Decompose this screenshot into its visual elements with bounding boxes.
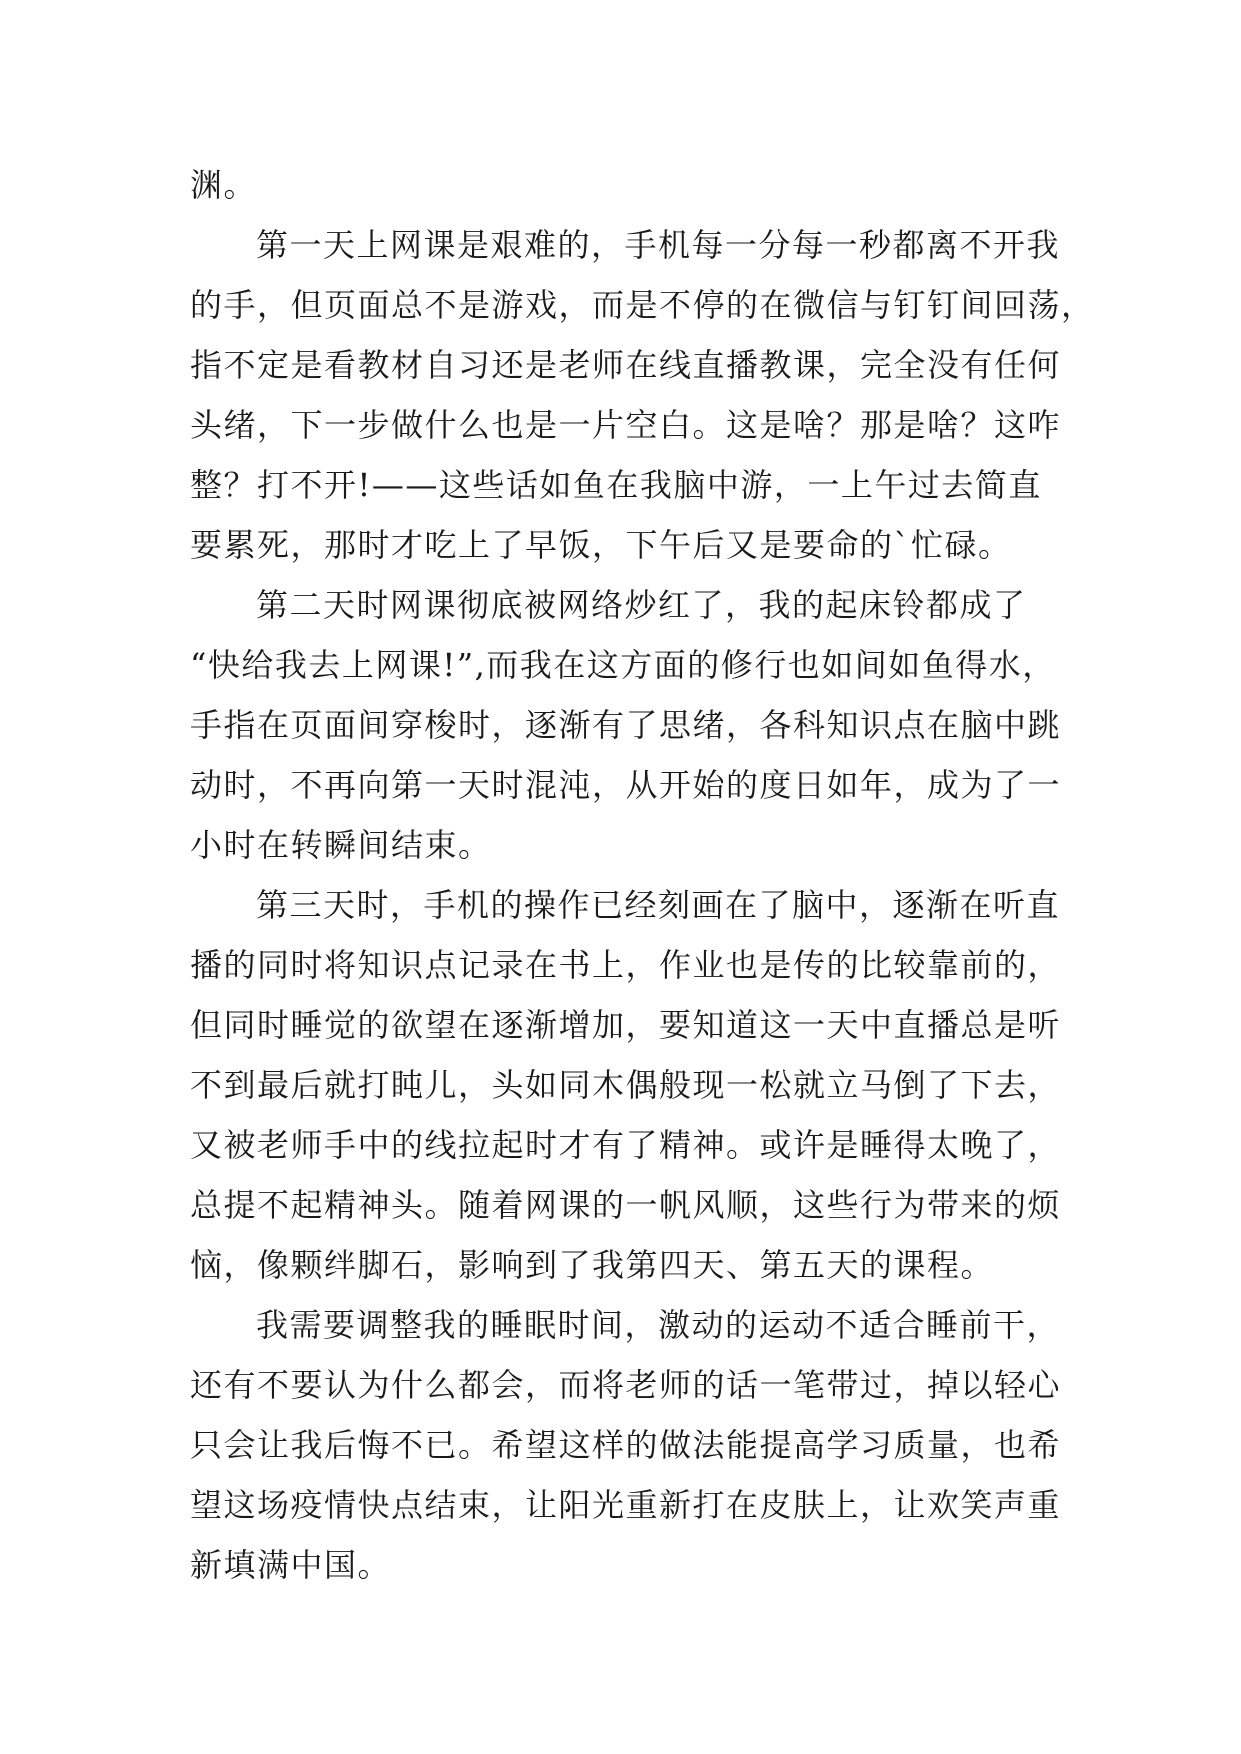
text-line: 手指在页面间穿梭时，逐渐有了思绪，各科知识点在脑中跳 bbox=[190, 706, 1062, 744]
text-line: 恼，像颗绊脚石，影响到了我第四天、第五天的课程。 bbox=[190, 1246, 995, 1284]
text-line: 只会让我后悔不已。希望这样的做法能提高学习质量，也希 bbox=[190, 1426, 1062, 1464]
text-line: 整？打不开!——这些话如鱼在我脑中游，一上午过去简直 bbox=[190, 466, 1042, 504]
paragraph-first-line: 第二天时网课彻底被网络炒红了，我的起床铃都成了 bbox=[256, 586, 1027, 624]
text-line: 播的同时将知识点记录在书上，作业也是传的比较靠前的， bbox=[190, 946, 1062, 984]
text-line: 望这场疫情快点结束，让阳光重新打在皮肤上，让欢笑声重 bbox=[190, 1486, 1062, 1524]
text-line: 新填满中国。 bbox=[190, 1546, 392, 1584]
text-line: 指不定是看教材自习还是老师在线直播教课，完全没有任何 bbox=[190, 346, 1062, 384]
paragraph-first-line: 第一天上网课是艰难的，手机每一分每一秒都离不开我 bbox=[256, 226, 1061, 264]
text-line: “快给我去上网课!”,而我在这方面的修行也如间如鱼得水， bbox=[190, 646, 1056, 684]
text-line: 小时在转瞬间结束。 bbox=[190, 826, 492, 864]
paragraph-first-line: 第三天时，手机的操作已经刻画在了脑中，逐渐在听直 bbox=[256, 886, 1061, 924]
text-line: 还有不要认为什么都会，而将老师的话一笔带过，掉以轻心 bbox=[190, 1366, 1062, 1404]
text-line: 渊。 bbox=[190, 166, 258, 204]
text-line: 又被老师手中的线拉起时才有了精神。或许是睡得太晚了， bbox=[190, 1126, 1062, 1164]
text-line: 总提不起精神头。随着网课的一帆风顺，这些行为带来的烦 bbox=[190, 1186, 1062, 1224]
text-line: 的手，但页面总不是游戏，而是不停的在微信与钉钉间回荡， bbox=[190, 286, 1095, 324]
text-line: 不到最后就打盹儿，头如同木偶般现一松就立马倒了下去， bbox=[190, 1066, 1062, 1104]
text-line: 动时，不再向第一天时混沌，从开始的度日如年，成为了一 bbox=[190, 766, 1062, 804]
text-line: 头绪，下一步做什么也是一片空白。这是啥？那是啥？这咋 bbox=[190, 406, 1062, 444]
essay-body bbox=[190, 155, 1095, 1595]
paragraph-first-line: 我需要调整我的睡眠时间，激动的运动不适合睡前干， bbox=[256, 1306, 1061, 1344]
text-line: 但同时睡觉的欲望在逐渐增加，要知道这一天中直播总是听 bbox=[190, 1006, 1062, 1044]
text-line: 要累死，那时才吃上了早饭，下午后又是要命的`忙碌。 bbox=[190, 526, 1012, 564]
